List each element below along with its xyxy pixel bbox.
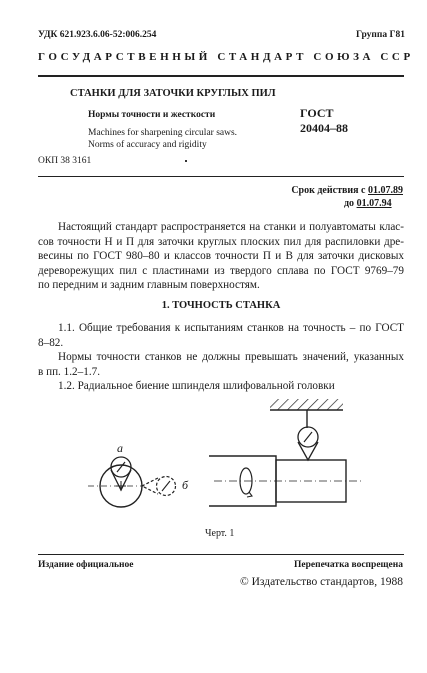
intro-line: Настоящий стандарт распространяется на станки и полуавтоматы клас-	[58, 221, 404, 233]
figure-1-drawing	[0, 380, 427, 540]
intro-paragraph	[38, 220, 404, 293]
paragraph-line: 1.1. Общие требования к испытаниям станков на точность – по ГОСТ	[58, 322, 404, 334]
title-english-line1: Machines for sharpening circular saws.	[88, 128, 238, 138]
header-rule	[38, 75, 404, 77]
state-standard-heading: ГОСУДАРСТВЕННЫЙ СТАНДАРТ СОЮЗА ССР	[38, 51, 414, 63]
section-heading: 1. ТОЧНОСТЬ СТАНКА	[161, 300, 281, 311]
figure-caption: Черт. 1	[205, 528, 235, 539]
paragraph-line: в пп. 1.2–1.7.	[38, 365, 101, 378]
figure-label-b: б	[182, 478, 189, 492]
validity-from	[291, 185, 403, 196]
indicator-b-needle	[162, 481, 170, 491]
title-block-rule	[38, 176, 404, 177]
paragraph-line: 1.2. Радиальное биение шпинделя шлифовальной головки	[58, 380, 335, 392]
cross-section-view	[88, 457, 176, 507]
gost-label: ГОСТ	[300, 106, 334, 120]
paragraph-norms	[38, 350, 404, 379]
figure-label-a: а	[117, 441, 123, 455]
indicator-a-needle	[117, 462, 125, 472]
intro-line: весины по ГОСТ 980–80 и классов точности П и В для заточки дисковых	[38, 250, 404, 263]
udk-code: УДК 621.923.6.06-52:006.254	[38, 30, 157, 40]
footer-rule	[38, 554, 404, 555]
official-edition: Издание официальное	[38, 560, 134, 570]
paragraph-line: 8–82.	[38, 336, 64, 349]
okp-code: ОКП 38 3161	[38, 156, 92, 166]
standard-subtitle: Нормы точности и жесткости	[88, 110, 216, 120]
title-english-line2: Norms of accuracy and rigidity	[88, 140, 207, 150]
side-view	[209, 399, 362, 506]
copyright: © Издательство стандартов, 1988	[239, 576, 403, 588]
validity-from-date: 01.07.89	[368, 185, 403, 196]
indicator-b-probe	[142, 478, 158, 494]
reprint-prohibited: Перепечатка воспрещена	[293, 560, 403, 570]
validity-to-label: до	[344, 198, 355, 209]
validity-to-date: 01.07.94	[356, 198, 392, 209]
standard-title: СТАНКИ ДЛЯ ЗАТОЧКИ КРУГЛЫХ ПИЛ	[70, 88, 276, 99]
fixed-base-hatch	[270, 399, 343, 410]
group-code: Группа Г81	[356, 30, 405, 40]
intro-line: по передним и задним главным поверхностям.	[38, 279, 260, 292]
validity-to	[344, 198, 392, 209]
intro-line: сов точности Н и П для заточки круглых плоских пил для распиловки дре-	[38, 235, 404, 248]
paragraph-line: Нормы точности станков не должны превышать значений, указанных	[58, 351, 404, 363]
validity-from-label: Срок действия с	[291, 185, 366, 196]
gost-number: 20404–88	[300, 121, 348, 135]
paragraph-1-1	[38, 321, 404, 350]
intro-line: дереворежущих пил с пластинами из твердого сплава по ГОСТ 9769–79	[38, 264, 404, 277]
indicator-needle	[304, 432, 312, 442]
stray-dot	[185, 160, 187, 162]
